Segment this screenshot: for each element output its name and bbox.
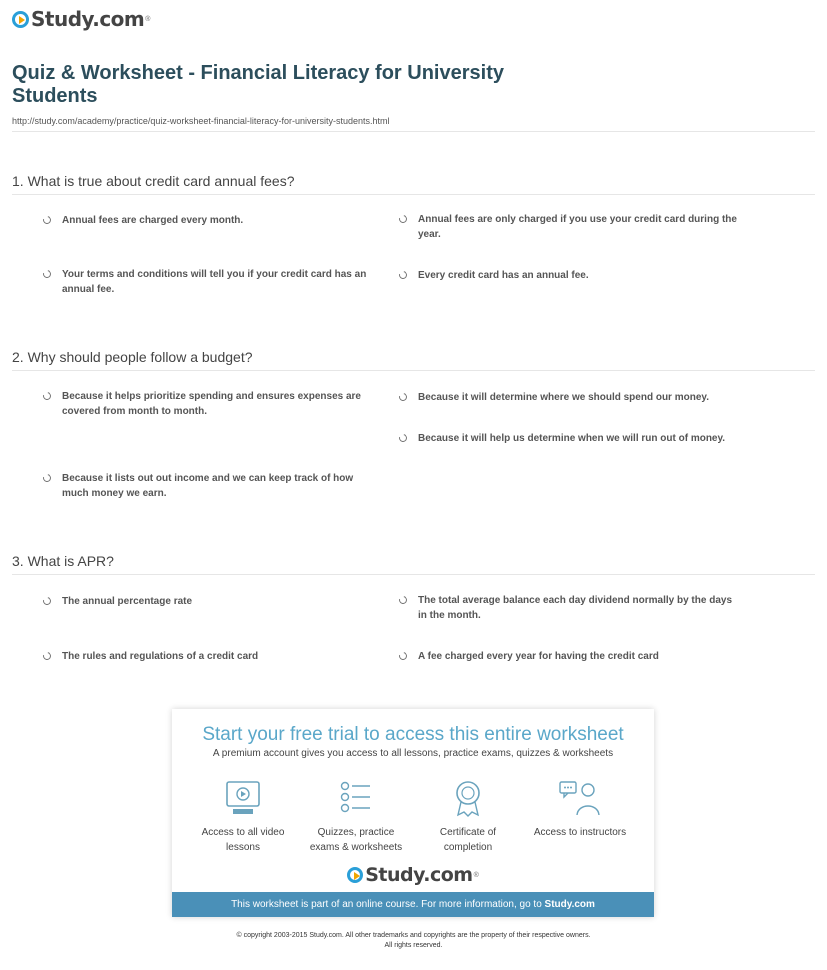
radio-button-icon[interactable] — [42, 391, 53, 402]
radio-button-icon[interactable] — [42, 596, 53, 607]
option-label: Annual fees are charged every month. — [62, 215, 244, 226]
question-2-title: 2. Why should people follow a budget? — [12, 349, 253, 365]
question-2-option-b[interactable] — [399, 390, 738, 405]
promo-subtitle: A premium account gives you access to all lessons, practice exams, quizzes & worksheets — [212, 748, 614, 759]
promo-study-logo[interactable] — [172, 864, 654, 886]
play-logo-icon — [12, 11, 29, 28]
option-label: The annual percentage rate — [62, 596, 193, 607]
trademark-symbol: ® — [473, 871, 479, 879]
page-title: Quiz & Worksheet - Financial Literacy for University Students — [12, 62, 504, 107]
rights-line: All rights reserved. — [384, 942, 443, 949]
promo-title[interactable]: Start your free trial to access this entire worksheet — [202, 724, 624, 745]
option-label: Every credit card has an annual fee. — [418, 270, 589, 281]
option-label: Because it will determine where we should spend our money. — [418, 392, 709, 403]
instructor-icon — [558, 779, 602, 817]
copyright-line: © copyright 2003-2015 Study.com. All other trademarks and copyrights are the property of their respective owners. — [236, 932, 591, 939]
study-link[interactable]: Study.com — [544, 899, 595, 910]
feature-label: Quizzes, practice exams & worksheets — [309, 827, 403, 853]
radio-button-icon[interactable] — [398, 433, 409, 444]
free-trial-promo — [172, 709, 654, 917]
question-1-option-d[interactable] — [399, 268, 738, 283]
option-label: A fee charged every year for having the credit card — [418, 651, 659, 662]
divider — [12, 194, 815, 195]
option-label: Because it will help us determine when we will run out of money. — [418, 433, 726, 444]
divider — [12, 131, 815, 132]
divider — [12, 370, 815, 371]
certificate-icon — [448, 779, 488, 817]
question-2-option-d[interactable] — [43, 471, 382, 501]
question-3-title: 3. What is APR? — [12, 553, 114, 569]
promo-info-bar — [172, 892, 654, 917]
video-lesson-icon — [223, 779, 263, 817]
radio-button-icon[interactable] — [398, 392, 409, 403]
radio-button-icon[interactable] — [42, 215, 53, 226]
play-logo-icon — [347, 867, 363, 883]
radio-button-icon[interactable] — [42, 651, 53, 662]
trademark-symbol: ® — [145, 15, 151, 23]
feature-instructors — [530, 779, 630, 840]
radio-button-icon[interactable] — [398, 651, 409, 662]
feature-label: Certificate of completion — [439, 827, 497, 853]
radio-button-icon[interactable] — [42, 269, 53, 280]
feature-quizzes — [306, 779, 406, 855]
radio-button-icon[interactable] — [398, 595, 409, 606]
option-label: The total average balance each day dividend normally by the days in the month. — [418, 595, 732, 621]
logo-text: Study.com — [365, 864, 473, 886]
question-3-option-d[interactable] — [399, 649, 738, 664]
page-url: http://study.com/academy/practice/quiz-worksheet-financial-literacy-for-university-students.html — [12, 116, 390, 126]
radio-button-icon[interactable] — [398, 270, 409, 281]
question-1-option-a[interactable] — [43, 213, 382, 228]
feature-label: Access to instructors — [533, 827, 627, 838]
feature-label: Access to all video lessons — [201, 827, 285, 853]
question-2-option-a[interactable] — [43, 389, 382, 419]
copyright-notice — [0, 931, 827, 951]
question-3-option-c[interactable] — [43, 649, 382, 664]
question-1-title: 1. What is true about credit card annual fees? — [12, 173, 295, 189]
question-1-option-b[interactable] — [399, 212, 738, 242]
radio-button-icon[interactable] — [398, 214, 409, 225]
quiz-list-icon — [336, 779, 376, 817]
option-label: Your terms and conditions will tell you if your credit card has an annual fee. — [62, 269, 367, 295]
question-3-option-b[interactable] — [399, 593, 738, 623]
question-1-option-c[interactable] — [43, 267, 382, 297]
feature-video-lessons — [193, 779, 293, 855]
feature-certificate — [418, 779, 518, 855]
option-label: The rules and regulations of a credit card — [62, 651, 259, 662]
option-label: Because it helps prioritize spending and ensures expenses are covered from month to month. — [62, 391, 361, 417]
question-3-option-a[interactable] — [43, 594, 382, 609]
logo-text: Study.com — [31, 7, 145, 31]
radio-button-icon[interactable] — [42, 473, 53, 484]
option-label: Annual fees are only charged if you use your credit card during the year. — [418, 214, 737, 240]
study-logo[interactable] — [12, 7, 150, 31]
divider — [12, 574, 815, 575]
question-2-option-c[interactable] — [399, 431, 738, 446]
promo-bar-text: This worksheet is part of an online course. For more information, go to — [231, 899, 542, 910]
option-label: Because it lists out out income and we can keep track of how much money we earn. — [62, 473, 354, 499]
